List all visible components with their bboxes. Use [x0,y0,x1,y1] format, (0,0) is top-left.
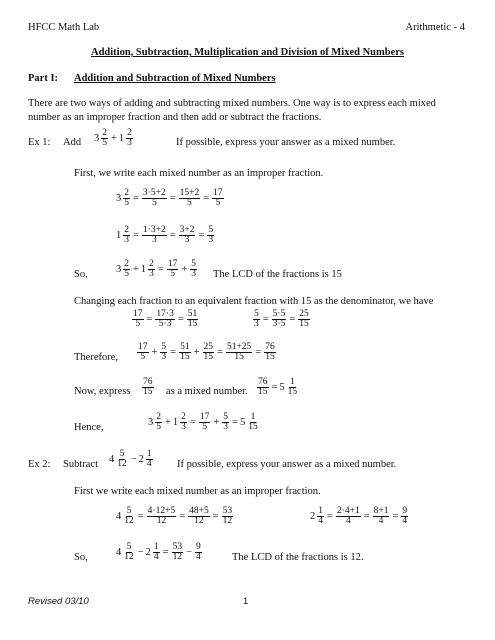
ex1-instruction: If possible, express your answer as a mixed number. [176,137,396,148]
ex1-now-fraction: $\frac{76}{15}$ [143,377,153,397]
ex1-improper-2: 1 $\frac{2}{3}$ = $\frac{1\cdot 3+2}{3}$ = $\frac{3+2}{3}$ = $\frac{5}{3}$ [116,225,214,245]
intro-paragraph: There are two ways of adding and subtracting mixed numbers. One way is to express each mixed number as an improper fraction and then add or subtract the fractions. [28,98,436,123]
page-title: Addition, Subtraction, Multiplication and Division of Mixed Numbers [91,47,404,58]
ex1-so: So, [74,269,88,280]
ex1-verb: Add [63,137,82,148]
ex2-instruction: If possible, express your answer as a mixed number. [177,459,397,470]
ex1-therefore: Therefore, [74,352,119,363]
ex1-mixed-result: $\frac{76}{15}$ = 5 $\frac{1}{15}$ [258,377,298,397]
ex2-improper-2: 2 $\frac{1}{4}$ = $\frac{2\cdot 4+1}{4}$ = $\frac{8+1}{4}$ = $\frac{9}{4}$ [310,506,408,526]
ex1-hence-expression: 3 $\frac{2}{5}$ + 1 $\frac{2}{3}$ = $\frac{17}{5}$ + $\frac{5}{3}$ = 5 $\frac{1}{15}$ [148,412,258,432]
ex1-therefore-expression: $\frac{17}{5}$ + $\frac{5}{3}$ = $\frac{51}{15}$ + $\frac{25}{15}$ = $\frac{51+25}{15}$ = $\frac{76}{15}$ [138,342,275,362]
ex1-equivalent-1: $\frac{17}{5}$ = $\frac{17\cdot 3}{5\cdot 3}$ = $\frac{51}{15}$ [133,309,198,329]
ex1-hence: Hence, [74,422,104,433]
ex2-difference-expression: 4 $\frac{5}{12}$ − 2 $\frac{1}{4}$ = $\frac{53}{12}$ − $\frac{9}{4}$ [116,542,201,562]
ex1-lcd: The LCD of the fractions is 15 [213,269,342,280]
ex1-sum-expression: 3 $\frac{2}{5}$ + 1 $\frac{2}{3}$ = $\frac{17}{5}$ + $\frac{5}{3}$ [116,259,197,279]
ex1-equivalent-2: $\frac{5}{3}$ = $\frac{5\cdot 5}{3\cdot 5}$ = $\frac{25}{15}$ [254,309,309,329]
ex2-so: So, [74,552,88,563]
ex2-first: First we write each mixed number as an improper fraction. [74,486,321,497]
footer-revised: Revised 03/10 [28,596,89,607]
ex2-lcd: The LCD of the fractions is 12. [232,552,364,563]
header-right: Arithmetic - 4 [405,22,465,33]
ex1-expression: 3 $\frac{2}{5}$ + 1 $\frac{2}{3}$ [94,128,132,148]
ex1-label: Ex 1: [28,137,51,148]
ex2-expression: 4 $\frac{5}{12}$ − 2 $\frac{1}{4}$ [109,449,152,469]
ex1-improper-1: 3 $\frac{2}{5}$ = $\frac{3\cdot 5+2}{5}$ = $\frac{15+2}{5}$ = $\frac{17}{5}$ [116,188,223,208]
page-number: 1 [243,596,249,607]
ex2-verb: Subtract [63,459,98,470]
header-left: HFCC Math Lab [28,22,100,33]
part-label: Part I: [28,73,59,84]
ex1-first: First, we write each mixed number as an improper fraction. [74,168,324,179]
ex2-improper-1: 4 $\frac{5}{12}$ = $\frac{4\cdot 12+5}{12}$ = $\frac{48+5}{12}$ = $\frac{53}{12}$ [116,506,233,526]
part-heading: Addition and Subtraction of Mixed Numbers [74,73,276,84]
ex1-now-express-end: as a mixed number. [166,386,248,397]
ex1-now-express: Now, express [74,386,131,397]
ex2-label: Ex 2: [28,459,51,470]
ex1-changing: Changing each fraction to an equivalent fraction with 15 as the denominator, we have [74,296,434,307]
